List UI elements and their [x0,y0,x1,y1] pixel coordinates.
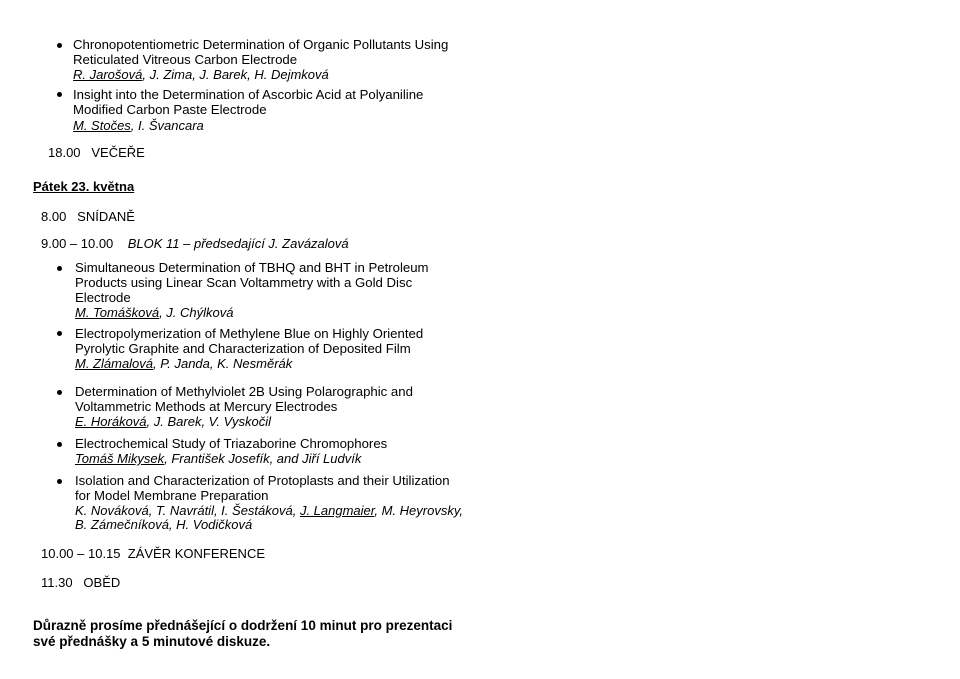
schedule-closing: 10.00 – 10.15 ZÁVĚR KONFERENCE [41,546,266,561]
bullet-icon [57,331,62,336]
day-heading: Pátek 23. května [33,179,135,194]
bullet-icon [57,43,62,48]
schedule-dinner: 18.00 VEČEŘE [48,145,145,160]
co-authors: , P. Janda, K. Nesměrák [153,356,293,371]
talk-title: for Model Membrane Preparation [75,488,269,503]
talk-title: Determination of Methylviolet 2B Using Polarographic and [75,384,413,399]
talk-title: Pyrolytic Graphite and Characterization of Deposited Film [75,341,411,356]
talk-authors [75,305,233,320]
co-authors: , J. Chýlková [159,305,234,320]
author-name: K. Nováková [75,503,149,518]
talk-authors [73,118,204,133]
presenting-author: E. Horáková [75,414,147,429]
note-text: své přednášky a 5 minutové diskuze. [33,634,271,649]
talk-title: Voltammetric Methods at Mercury Electrodes [75,399,338,414]
talk-authors: B. Zámečníková, H. Vodičková [75,517,253,532]
schedule-block: 9.00 – 10.00 BLOK 11 – předsedající J. Zavázalová [41,236,349,251]
presenting-author: M. Tomášková [75,305,160,320]
bullet-icon [57,266,62,271]
schedule-lunch: 11.30 OBĚD [41,575,121,590]
talk-title: Isolation and Characterization of Protoplasts and their Utilization [75,473,450,488]
presenting-author: Tomáš Mikysek [75,451,165,466]
presenting-author: M. Stočes [73,118,131,133]
co-authors: , M. Heyrovsky, [374,503,463,518]
schedule-breakfast: 8.00 SNÍDANĚ [41,209,135,224]
presenting-author: J. Langmaier [299,503,375,518]
note-text: Důrazně prosíme přednášející o dodržení 10 minut pro prezentaci [33,618,453,633]
co-authors: , T. Navrátil, I. Šestáková, [148,503,300,518]
talk-title: Chronopotentiometric Determination of Organic Pollutants Using [73,37,449,52]
talk-title: Reticulated Vitreous Carbon Electrode [73,52,298,67]
co-authors: , J. Barek, V. Vyskočil [146,414,272,429]
talk-authors [75,451,361,466]
presenting-author: M. Zlámalová [75,356,154,371]
bullet-icon [57,92,62,97]
bullet-icon [57,390,62,395]
bullet-icon [57,442,62,447]
bullet-icon [57,479,62,484]
co-authors: , I. Švancara [130,118,204,133]
talk-title: Modified Carbon Paste Electrode [73,102,267,117]
talk-title: Electrode [75,290,131,305]
talk-title: Simultaneous Determination of TBHQ and BHT in Petroleum [75,260,429,275]
co-authors: , František Josefík, and Jiří Ludvík [164,451,362,466]
talk-authors [73,67,329,82]
talk-authors [75,503,463,518]
talk-title: Electrochemical Study of Triazaborine Chromophores [75,436,388,451]
talk-authors [75,414,271,429]
talk-title: Insight into the Determination of Ascorbic Acid at Polyaniline [73,87,424,102]
co-authors: , J. Zima, J. Barek, H. Dejmková [142,67,329,82]
talk-title: Electropolymerization of Methylene Blue on Highly Oriented [75,326,424,341]
presenting-author: R. Jarošová [73,67,143,82]
talk-title: Products using Linear Scan Voltammetry with a Gold Disc [75,275,413,290]
talk-authors [75,356,292,371]
